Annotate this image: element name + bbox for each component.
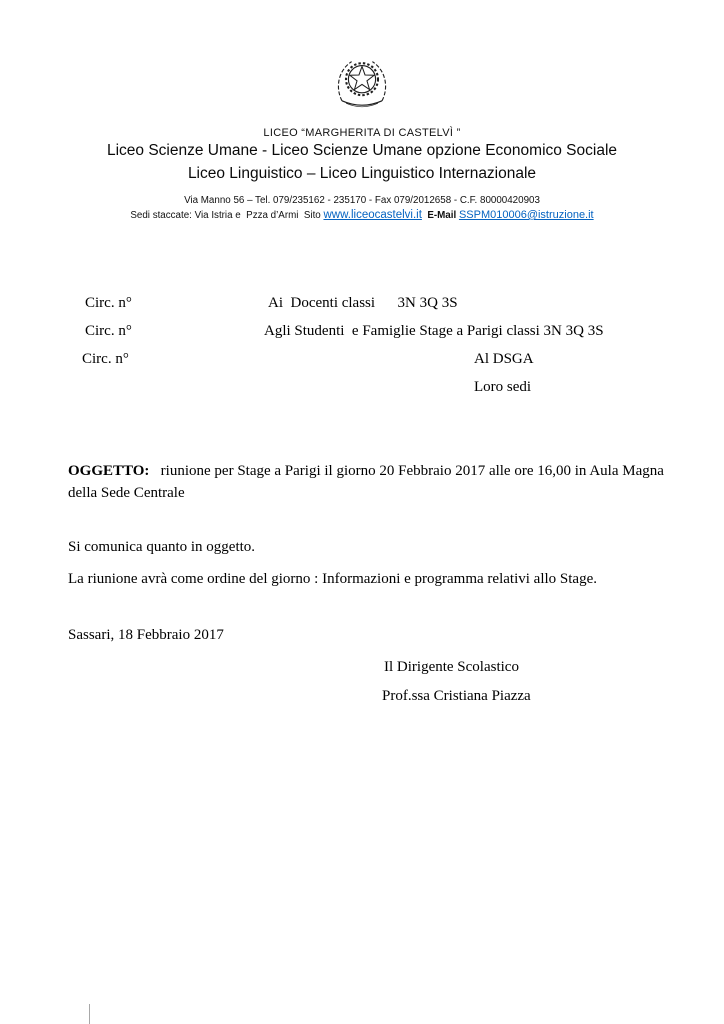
email-label: E-Mail	[421, 210, 459, 221]
recipient-row	[0, 351, 724, 379]
letterhead	[0, 0, 724, 223]
signature-name: Prof.ssa Cristiana Piazza	[382, 688, 531, 704]
recipient-dsga: Al DSGA	[474, 351, 534, 367]
circ-number-label: Circ. n°	[85, 295, 132, 311]
recipients-block	[0, 295, 724, 407]
subject-paragraph	[68, 460, 668, 504]
signature-role: Il Dirigente Scolastico	[384, 659, 519, 675]
school-subtitle-line2: Liceo Linguistico – Liceo Linguistico Internazionale	[187, 165, 537, 182]
subject-text: riunione per Stage a Parigi il giorno 20 Febbraio 2017 alle ore 16,00 in Aula Magna della Sede Centrale	[68, 463, 668, 501]
recipient-row	[0, 295, 724, 323]
subject-label: OGGETTO:	[68, 463, 150, 479]
recipient-docenti: Ai Docenti classi 3N 3Q 3S	[268, 295, 458, 311]
website-link[interactable]: www.liceocastelvi.it	[323, 209, 422, 221]
recipient-row	[0, 379, 724, 407]
school-name: LICEO “MARGHERITA DI CASTELVÌ ”	[263, 127, 461, 139]
school-subtitle-line1: Liceo Scienze Umane - Liceo Scienze Umane opzione Economico Sociale	[106, 142, 618, 159]
school-emblem-icon	[330, 52, 394, 116]
date-line: Sassari, 18 Febbraio 2017	[68, 627, 224, 643]
circ-number-label: Circ. n°	[82, 351, 129, 367]
recipient-row	[0, 323, 724, 351]
circ-number-label: Circ. n°	[85, 323, 132, 339]
email-link[interactable]: SSPM010006@istruzione.it	[458, 209, 594, 221]
branches-line	[0, 208, 724, 223]
address-line: Via Manno 56 – Tel. 079/235162 - 235170 - Fax 079/2012658 - C.F. 80000420903	[184, 195, 540, 206]
scan-artifact-line	[89, 1004, 90, 1024]
branches-prefix: Sedi staccate: Via Istria e Pzza d’Armi Sito	[130, 210, 324, 221]
recipient-studenti: Agli Studenti e Famiglie Stage a Parigi classi 3N 3Q 3S	[264, 323, 604, 339]
body-paragraph-2: La riunione avrà come ordine del giorno : Informazioni e programma relativi allo Stage.	[68, 571, 597, 587]
body-paragraph-1: Si comunica quanto in oggetto.	[68, 539, 256, 555]
recipient-loro-sedi: Loro sedi	[474, 379, 532, 395]
